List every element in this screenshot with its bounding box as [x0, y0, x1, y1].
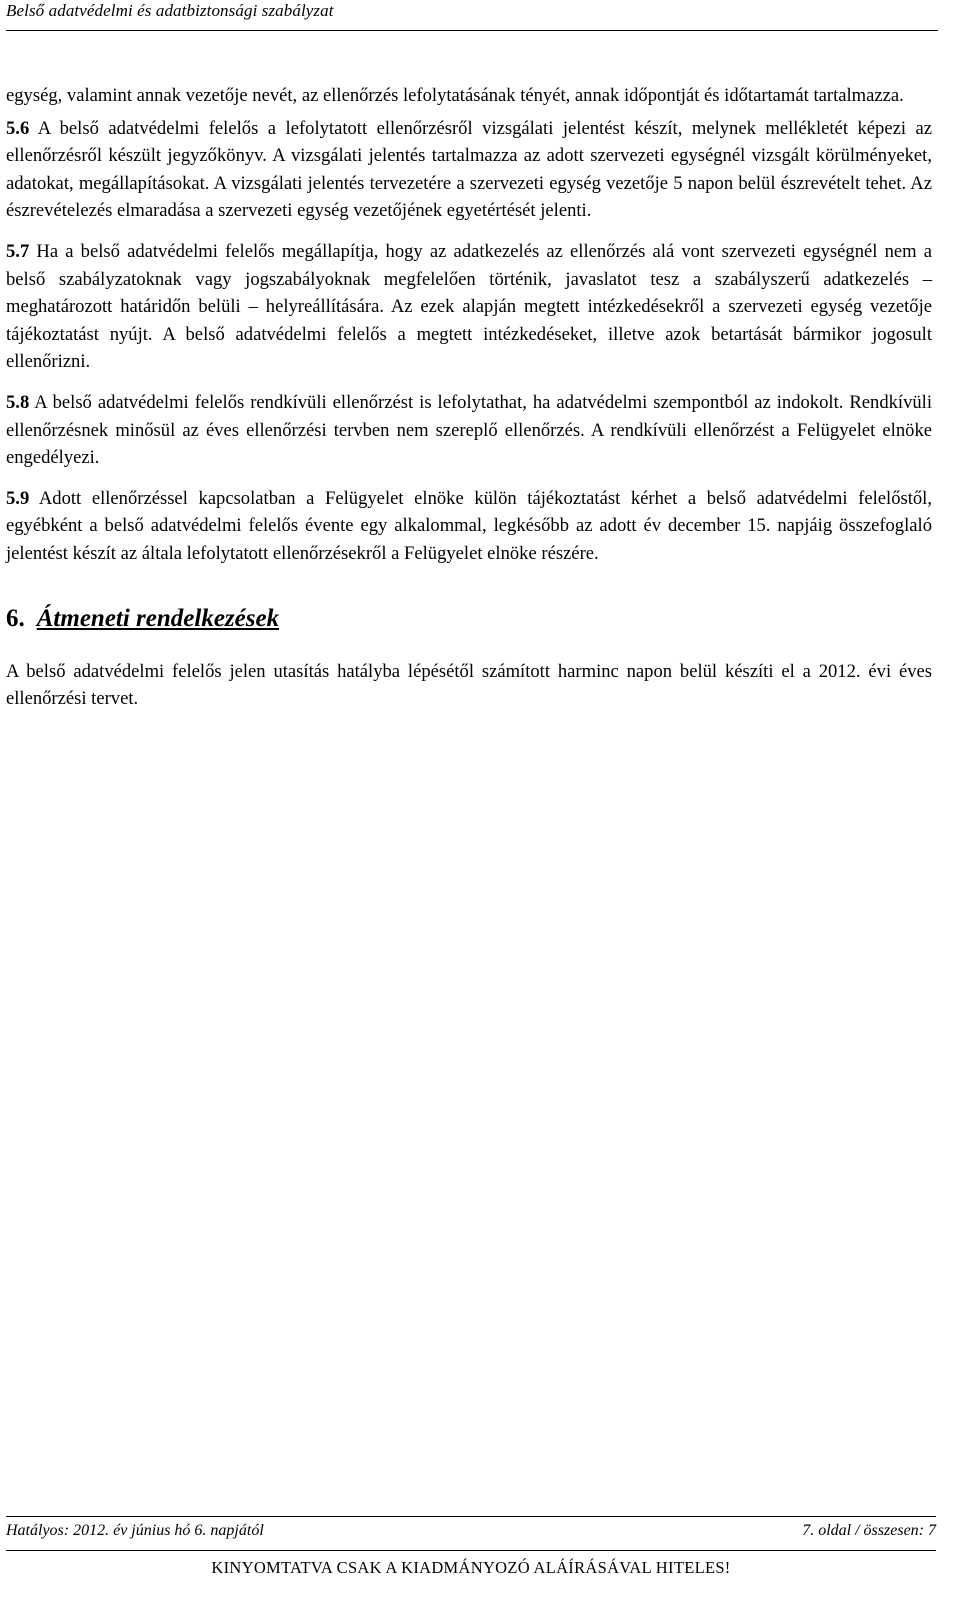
paragraph-5-6 [6, 115, 932, 225]
paragraph-number: 5.6 [6, 117, 30, 139]
paragraph-text: Adott ellenőrzéssel kapcsolatban a Felügyelet elnöke külön tájékoztatást kérhet a belső adatvédelmi felelőstől, egyébként a belső adatvédelmi felelős évente egy alkalommal, legkésőbb az adott év december 15. napjáig összefoglaló jelentést készít az általa lefolytatott ellenőrzésekről a Felügyelet elnöke részére. [6, 487, 932, 564]
document-title: Belső adatvédelmi és adatbiztonsági szabályzat [6, 1, 334, 20]
paragraph-text: Ha a belső adatvédelmi felelős megállapítja, hogy az adatkezelés az ellenőrzés alá vont szervezeti egységnél nem a belső szabályzatoknak vagy jogszabályoknak megfelelően történik, javaslatot tesz a szabályszerű adatkezelés – meghatározott határidőn belüli – helyreállítására. Az ezek alapján megtett intézkedésekről a szervezeti egység vezetője tájékoztatást nyújt. A belső adatvédelmi felelős a megtett intézkedéseket, illetve azok betartását bármikor jogosult ellenőrizni. [6, 240, 932, 373]
section-6-paragraph: A belső adatvédelmi felelős jelen utasítás hatályba lépésétől számított harminc napon belül készíti el a 2012. évi éves ellenőrzési tervet. [6, 660, 932, 710]
section-title: Átmeneti rendelkezések [36, 604, 280, 632]
document-body [6, 82, 932, 713]
page-footer [6, 1516, 936, 1587]
paragraph-number: 5.8 [6, 391, 30, 413]
paragraph-number: 5.9 [6, 487, 30, 509]
section-number: 6. [6, 604, 25, 632]
section-heading [6, 604, 932, 634]
authenticity-notice: KINYOMTATVA CSAK A KIADMÁNYOZÓ ALÁÍRÁSÁVAL HITELES! [211, 1558, 731, 1577]
page-header [6, 0, 938, 31]
page-number: 7. oldal / összesen: 7 [802, 1522, 936, 1539]
paragraph-text: A belső adatvédelmi felelős a lefolytatott ellenőrzésről vizsgálati jelentést készít, melynek mellékletét képezi az ellenőrzésről készült jegyzőkönyv. A vizsgálati jelentés tartalmazza az adott szervezeti egységnél vizsgált körülményeket, adatokat, megállapításokat. A vizsgálati jelentés tervezetére a szervezeti egység vezetője 5 napon belül észrevételt tehet. Az észrevételezés elmaradása a szervezeti egység vezetőjének egyetértését jelenti. [6, 117, 932, 222]
paragraph-5-8 [6, 389, 932, 472]
intro-paragraph: egység, valamint annak vezetője nevét, az ellenőrzés lefolytatásának tényét, annak időpontját és időtartamát tartalmazza. [6, 85, 904, 106]
paragraph-text: A belső adatvédelmi felelős rendkívüli ellenőrzést is lefolytathat, ha adatvédelmi szempontból az indokolt. Rendkívüli ellenőrzésnek minősül az éves ellenőrzési tervben nem szereplő ellenőrzés. A rendkívüli ellenőrzést a Felügyelet elnöke engedélyezi. [6, 391, 933, 469]
footer-divider [6, 1550, 936, 1551]
effective-date: Hatályos: 2012. év június hó 6. napjától [6, 1522, 264, 1539]
paragraph-number: 5.7 [6, 240, 30, 262]
paragraph-5-7 [6, 238, 932, 376]
paragraph-5-9 [6, 485, 932, 568]
